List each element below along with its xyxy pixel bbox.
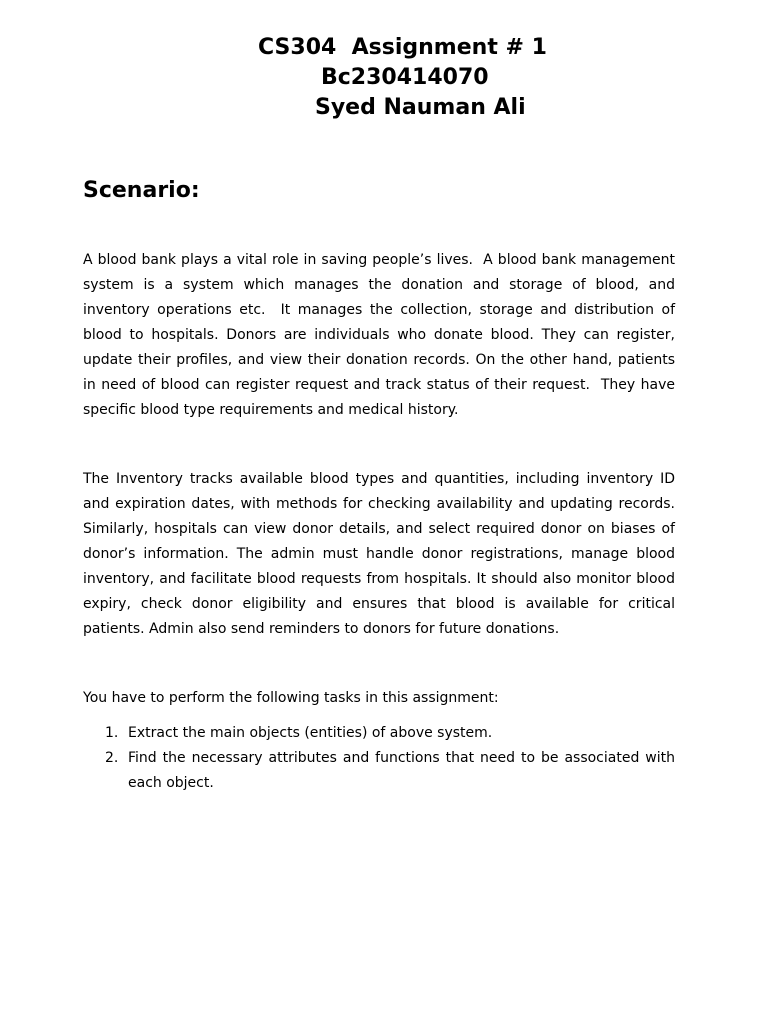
- student-name: Syed Nauman Ali: [315, 95, 526, 120]
- list-item: [83, 721, 675, 746]
- task-number: 2.: [105, 750, 119, 766]
- task-list: [83, 721, 675, 796]
- scenario-paragraph-2: The Inventory tracks available blood types and quantities, including inventory ID and expiration dates, with methods for checking availability and updating records. Similarly, hospitals can view donor details, and select required donor on biases of donor’s information. The admin must handle donor registrations, manage blood inventory, and facilitate blood requests from hospitals. It should also monitor blood expiry, check donor eligibility and ensures that blood is available for critical patients. Admin also send reminders to donors for future donations.: [83, 471, 680, 637]
- document-header: [0, 33, 768, 123]
- task-number: 1.: [105, 725, 119, 741]
- tasks-intro: You have to perform the following tasks in this assignment:: [83, 690, 499, 706]
- task-text: Extract the main objects (entities) of above system.: [128, 725, 493, 741]
- scenario-heading: Scenario:: [83, 178, 200, 203]
- student-id: Bc230414070: [321, 65, 489, 90]
- task-text: Find the necessary attributes and functions that need to be associated with each object.: [128, 750, 675, 791]
- scenario-paragraph-1: A blood bank plays a vital role in saving people’s lives. A blood bank management system is a system which manages the donation and storage of blood, and inventory operations etc. It manages the collection, storage and distribution of blood to hospitals. Donors are individuals who donate blood. They can register, update their profiles, and view their donation records. On the other hand, patients in need of blood can register request and track status of their request. They have specific blood type requirements and medical history.: [83, 252, 680, 418]
- course-assignment-title: CS304 Assignment # 1: [258, 35, 547, 60]
- list-item: [83, 746, 675, 796]
